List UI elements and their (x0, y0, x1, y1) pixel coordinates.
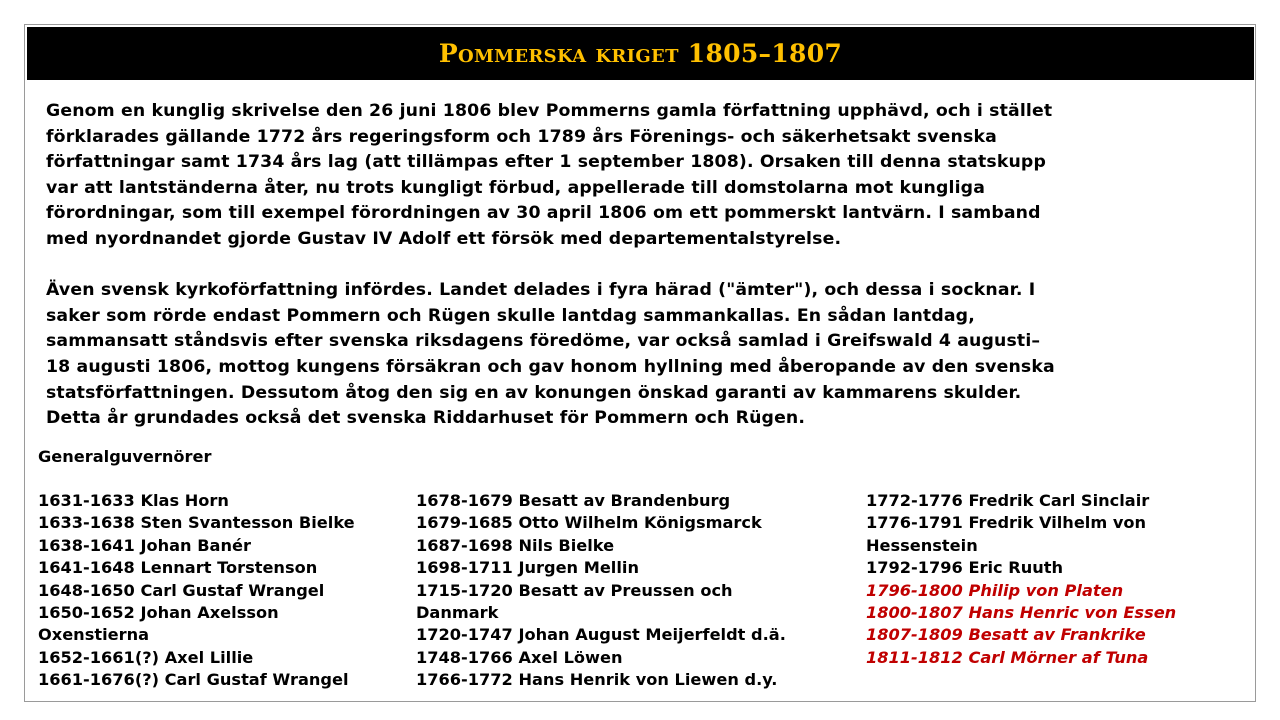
text-line: sammansatt ståndsvis efter svenska riksdagens föredöme, var också samlad i Greifswald 4 augusti– (46, 331, 1041, 352)
governor-entry: 1720-1747 Johan August Meijerfeldt d.ä. (416, 625, 786, 645)
governors-column-2 (416, 490, 786, 692)
slide-title: Pommerska kriget 1805–1807 (438, 39, 843, 68)
text-line: saker som rörde endast Pommern och Rügen skulle lantdag sammankallas. En sådan lantdag, (46, 305, 975, 326)
text-line: 18 augusti 1806, mottog kungens försäkran och gav honom hyllning med åberopande av den svenska (46, 356, 1055, 377)
governor-entry: 1792-1796 Eric Ruuth (866, 558, 1064, 578)
governor-entry: 1715-1720 Besatt av Preussen och (416, 580, 733, 600)
paragraph-1 (46, 99, 1236, 253)
governors-column-3 (866, 490, 1176, 669)
governor-entry: 1678-1679 Besatt av Brandenburg (416, 491, 731, 510)
governor-entry: 1776-1791 Fredrik Vilhelm von (866, 513, 1147, 533)
governor-entry: 1641-1648 Lennart Torstenson (38, 558, 318, 578)
text-line: författningar samt 1734 års lag (att tillämpas efter 1 september 1808). Orsaken till denna statskupp (46, 152, 1046, 173)
governor-entry-highlighted: 1796-1800 Philip von Platen (866, 580, 1124, 600)
governor-entry: 1633-1638 Sten Svantesson Bielke (38, 513, 355, 533)
governor-entry: 1631-1633 Klas Horn (38, 491, 229, 510)
text-line: förklarades gällande 1772 års regeringsform och 1789 års Förenings- och säkerhetsakt svenska (46, 126, 997, 147)
governor-entry: Hessenstein (866, 535, 978, 555)
governor-entry: Oxenstierna (38, 625, 150, 645)
text-line: statsförfattningen. Dessutom åtog den sig en av konungen önskad garanti av kammarens skulder. (46, 382, 1022, 403)
governor-entry-highlighted: 1800-1807 Hans Henric von Essen (866, 603, 1177, 623)
governor-entry: Danmark (416, 603, 499, 623)
governor-entry: 1652-1661(?) Axel Lillie (38, 647, 254, 667)
governor-entry: 1748-1766 Axel Löwen (416, 647, 623, 667)
governor-entry: 1679-1685 Otto Wilhelm Königsmarck (416, 513, 762, 533)
governor-entry: 1687-1698 Nils Bielke (416, 535, 615, 555)
governor-entry-highlighted: 1807-1809 Besatt av Frankrike (866, 625, 1146, 645)
governors-column-1 (38, 490, 355, 692)
governor-entry: 1772-1776 Fredrik Carl Sinclair (866, 491, 1150, 510)
governor-entry: 1648-1650 Carl Gustaf Wrangel (38, 580, 325, 600)
text-line: Genom en kunglig skrivelse den 26 juni 1806 blev Pommerns gamla författning upphävd, och i stället (46, 101, 1053, 121)
governor-entry: 1766-1772 Hans Henrik von Liewen d.y. (416, 670, 778, 690)
governor-entry: 1661-1676(?) Carl Gustaf Wrangel (38, 670, 349, 690)
governor-entry: 1638-1641 Johan Banér (38, 535, 251, 555)
body-text (46, 99, 1236, 432)
text-line: förordningar, som till exempel förordningen av 30 april 1806 om ett pommerskt lantvärn. I samband (46, 203, 1041, 224)
governor-entry: 1698-1711 Jurgen Mellin (416, 558, 639, 578)
governor-entry: 1650-1652 Johan Axelsson (38, 603, 279, 623)
text-line: med nyordnandet gjorde Gustav IV Adolf ett försök med departementalstyrelse. (46, 228, 842, 249)
title-bar (27, 27, 1254, 80)
governor-entry-highlighted: 1811-1812 Carl Mörner af Tuna (866, 647, 1149, 667)
text-line: Detta år grundades också det svenska Riddarhuset för Pommern och Rügen. (46, 408, 806, 429)
text-line: Även svensk kyrkoförfattning infördes. Landet delades i fyra härad ("ämter"), och dessa i socknar. I (46, 280, 1036, 301)
paragraph-2 (46, 278, 1236, 432)
governors-heading: Generalguvernörer (38, 447, 212, 466)
text-line: var att lantständerna åter, nu trots kungligt förbud, appellerade till domstolarna mot kungliga (46, 177, 986, 198)
